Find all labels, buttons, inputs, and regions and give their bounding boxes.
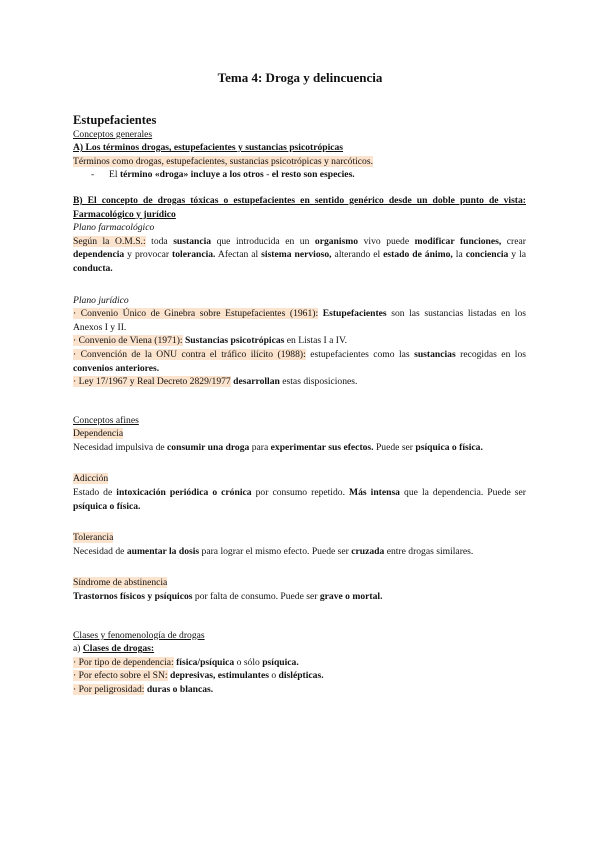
document-body (73, 114, 526, 697)
subheading-clases: Clases y fenomenología de drogas (73, 629, 205, 641)
juridico-line-3: · Convención de la ONU contra el tráfico ilícito (1988): estupefacientes como las sustancias recogidas en los convenios anteriores. (73, 348, 526, 374)
oms-label: Según la O.M.S.: (73, 235, 146, 247)
bullet-bold-2: el resto son especies. (271, 169, 355, 181)
tolerancia-title-line (73, 531, 526, 545)
abstinencia-title-line (73, 576, 526, 590)
clases-title: Clases de drogas: (82, 643, 155, 655)
plano-farmacologico-title: Plano farmacológico (73, 222, 155, 234)
juridico-line-4: · Ley 17/1967 y Real Decreto 2829/1977 desarrollan estas disposiciones. (73, 376, 358, 388)
page-title: Tema 4: Droga y delincuencia (217, 70, 383, 85)
abstinencia-text: Trastornos físicos y psíquicos por falta de consumo. Puede ser grave o mortal. (73, 591, 383, 603)
dependencia-title: Dependencia (73, 428, 124, 440)
juridico-line-2: · Convenio de Viena (1971): Sustancias psicotrópicas en Listas I a IV. (73, 335, 348, 347)
adiccion-text: Estado de intoxicación periódica o crónica por consumo repetido. Más intensa que la dependencia. Puede ser psíquica o física. (73, 487, 526, 512)
item-a-text: Términos como drogas, estupefacientes, sustancias psicotrópicas y narcóticos. (73, 155, 373, 167)
item-b-title: B) El concepto de drogas tóxicas o estupefacientes en sentido genérico desde un doble punto de vista: Farmacológico y jurídico (73, 194, 526, 220)
section-heading-estupefacientes: Estupefacientes (73, 113, 157, 127)
clases-line-1: · Por tipo de dependencia: física/psíquica o sólo psíquica. (73, 656, 299, 668)
tolerancia-text: Necesidad de aumentar la dosis para lograr el mismo efecto. Puede ser cruzada entre drogas similares. (73, 545, 474, 557)
juridico-line-1: · Convenio Único de Ginebra sobre Estupefacientes (1961): Estupefacientes son las sustancias listadas en los Anexos I y II. (73, 308, 526, 333)
plano-farmacologico-text: Según la O.M.S.: toda sustancia que introducida en un organismo vivo puede modificar funciones, crear dependencia y provocar tolerancia. Afectan al sistema nervioso, alterando el estado de ánimo, la conciencia y la conducta. (73, 235, 527, 274)
subheading-conceptos-generales: Conceptos generales (73, 128, 153, 140)
clases-line-2: · Por efecto sobre el SN: depresivas, estimulantes o dislépticas. (73, 670, 324, 682)
plano-juridico-title: Plano jurídico (73, 294, 129, 306)
bullet-sep: - (263, 169, 272, 181)
item-a-line (73, 155, 526, 169)
clases-title-line: a) Clases de drogas: (73, 643, 155, 655)
adiccion-title-line (73, 472, 526, 486)
bullet-bold-1: término «droga» incluye a los otros (119, 169, 264, 181)
dependencia-title-line (73, 427, 526, 441)
bullet-text: El (109, 169, 120, 181)
adiccion-title: Adicción (73, 473, 109, 485)
clases-line-3: · Por peligrosidad: duras o blancas. (73, 684, 214, 695)
subheading-conceptos-afines: Conceptos afines (73, 414, 139, 426)
item-a-title: A) Los términos drogas, estupefacientes y sustancias psicotrópicas (73, 142, 344, 154)
dependencia-text: Necesidad impulsiva de consumir una droga para experimentar sus efectos. Puede ser psíquica o física. (73, 441, 483, 453)
tolerancia-title: Tolerancia (73, 532, 114, 544)
abstinencia-title: Síndrome de abstinencia (73, 577, 168, 589)
item-a-bullet (73, 168, 526, 182)
